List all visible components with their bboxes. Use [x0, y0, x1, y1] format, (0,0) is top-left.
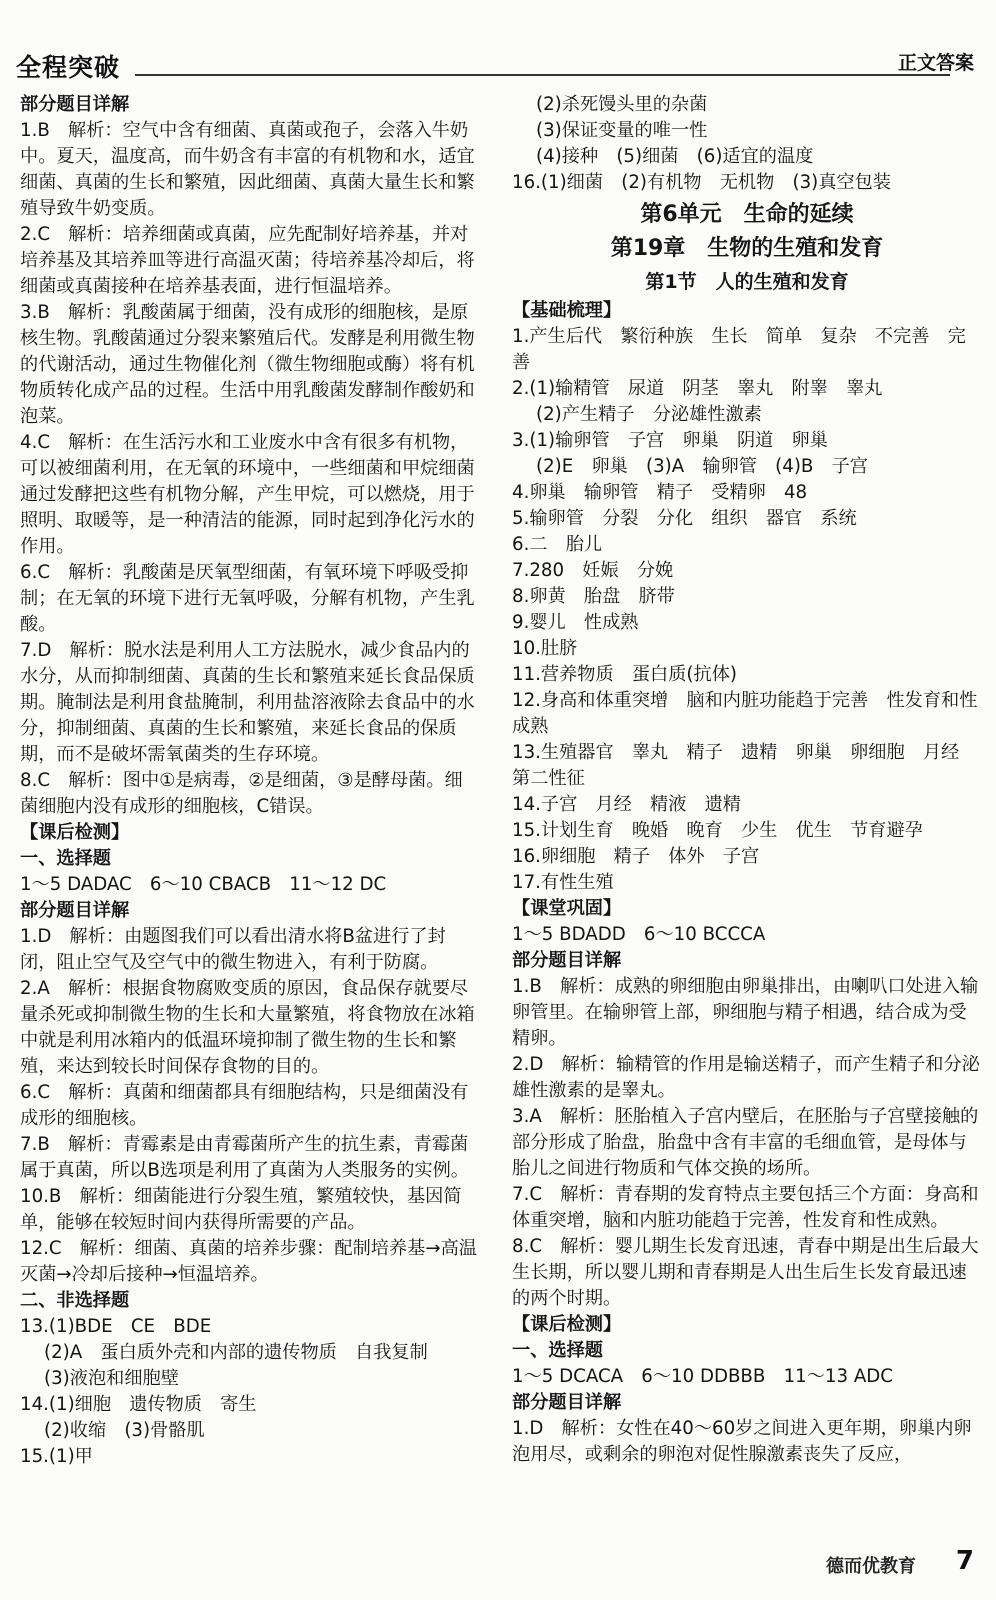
answer-item: 8.C 解析：婴儿期生长发育迅速，青春中期是出生后最大生长期，所以婴儿期和青春期是人出生后生长发育最迅速的两个时期。	[512, 1236, 979, 1309]
answer-item: 14.子宫 月经 精液 遗精	[512, 794, 741, 815]
answer-item: 16.卵细胞 精子 体外 子宫	[512, 846, 760, 867]
answer-item: 12.C 解析：细菌、真菌的培养步骤：配制培养基→高温灭菌→冷却后接种→恒温培养。	[20, 1238, 477, 1285]
answer-item: 10.肚脐	[512, 638, 578, 659]
answer-item: 10.B 解析：细菌能进行分裂生殖，繁殖较快，基因简单，能够在较短时间内获得所需要的产品。	[20, 1186, 462, 1233]
answer-subitem: (2)收缩 (3)骨骼肌	[44, 1420, 205, 1441]
answer-item: 1.B 解析：空气中含有细菌、真菌或孢子，会落入牛奶中。夏天，温度高，而牛奶含有丰富的有机物和水，适宜细菌、真菌的生长和繁殖，因此细菌、真菌大量生长和繁殖导致牛奶变质。	[20, 120, 475, 219]
left-column	[20, 92, 480, 1470]
answer-item: 17.有性生殖	[512, 872, 614, 893]
answer-item: 13.生殖器官 睾丸 精子 遗精 卵巢 卵细胞 月经 第二性征	[512, 742, 978, 789]
answer-item: 3.(1)输卵管 子宫 卵巢 阴道 卵巢	[512, 430, 828, 451]
header-section-title: 正文答案	[897, 52, 974, 74]
answer-item: 2.C 解析：培养细菌或真菌，应先配制好培养基，并对培养基及其培养皿等进行高温灭菌；待培养基冷却后，将细菌或真菌接种在培养基表面，进行恒温培养。	[20, 224, 475, 297]
answer-subitem: (3)保证变量的唯一性	[536, 120, 708, 141]
section-heading: 【课堂巩固】	[512, 898, 622, 919]
answer-item: 2.(1)输精管 尿道 阴茎 睾丸 附睾 睾丸	[512, 378, 883, 399]
answer-item: 13.(1)BDE CE BDE	[20, 1316, 212, 1337]
page-header	[0, 0, 996, 92]
answer-item: 1.D 解析：女性在40～60岁之间进入更年期，卵巢内卵泡用尽，或剩余的卵泡对促性腺激素丧失了反应，	[512, 1418, 972, 1465]
answer-item: 12.身高和体重突增 脑和内脏功能趋于完善 性发育和性成熟	[512, 690, 978, 737]
footer-logo: 德而优教育	[826, 1556, 916, 1577]
answer-subitem: (2)杀死馒头里的杂菌	[536, 94, 708, 115]
section-heading: 部分题目详解	[20, 94, 130, 115]
answer-item: 7.C 解析：青春期的发育特点主要包括三个方面：身高和体重突增，脑和内脏功能趋于完善，性发育和性成熟。	[512, 1184, 979, 1231]
section-heading: 一、选择题	[512, 1340, 603, 1361]
page-number: 7	[955, 1546, 974, 1576]
answer-item: 4.C 解析：在生活污水和工业废水中含有很多有机物，可以被细菌利用，在无氧的环境中，一些细菌和甲烷细菌通过发酵把这些有机物分解，产生甲烷，可以燃烧，用于照明、取暖等，是一种清洁的能源，同时起到净化污水的作用。	[20, 432, 475, 557]
unit-title: 第6单元 生命的延续	[640, 202, 854, 227]
section-heading: 【基础梳理】	[512, 300, 622, 321]
answer-item: 1.D 解析：由题图我们可以看出清水将B盆进行了封闭，阻止空气及空气中的微生物进入，有利于防腐。	[20, 926, 446, 973]
section-heading: 【课后检测】	[512, 1314, 622, 1335]
answer-item: 1～5 DADAC 6～10 CBACB 11～12 DC	[20, 874, 387, 895]
answer-item: 5.输卵管 分裂 分化 组织 器官 系统	[512, 508, 857, 529]
answer-subitem: (2)A 蛋白质外壳和内部的遗传物质 自我复制	[44, 1342, 428, 1363]
answer-item: 7.280 妊娠 分娩	[512, 560, 674, 581]
answer-subitem: (2)E 卵巢 (3)A 输卵管 (4)B 子宫	[536, 456, 868, 477]
answer-item: 11.营养物质 蛋白质(抗体)	[512, 664, 737, 685]
section-heading: 部分题目详解	[512, 950, 622, 971]
section-heading: 部分题目详解	[20, 900, 130, 921]
header-rule	[135, 74, 950, 76]
answer-item: 1.B 解析：成熟的卵细胞由卵巢排出，由喇叭口处进入输卵管里。在输卵管上部，卵细胞与精子相遇，结合成为受精卵。	[512, 976, 979, 1049]
answer-item: 2.A 解析：根据食物腐败变质的原因，食品保存就要尽量杀死或抑制微生物的生长和大量繁殖，将食物放在冰箱中就是利用冰箱内的低温环境抑制了微生物的生长和繁殖，来达到较长时间保存食物的目的。	[20, 978, 475, 1077]
chapter-title: 第19章 生物的生殖和发育	[610, 236, 884, 261]
section-heading: 【课后检测】	[20, 822, 130, 843]
answer-item: 15.(1)甲	[20, 1446, 93, 1467]
answer-item: 7.B 解析：青霉素是由青霉菌所产生的抗生素，青霉菌属于真菌，所以B选项是利用了真菌为人类服务的实例。	[20, 1134, 469, 1181]
answer-item: 6.C 解析：真菌和细菌都具有细胞结构，只是细菌没有成形的细胞核。	[20, 1082, 469, 1129]
answer-item: 6.C 解析：乳酸菌是厌氧型细菌，有氧环境下呼吸受抑制；在无氧的环境下进行无氧呼吸，分解有机物，产生乳酸。	[20, 562, 475, 635]
answer-item: 1～5 BDADD 6～10 BCCCA	[512, 924, 766, 945]
answer-item: 3.A 解析：胚胎植入子宫内壁后，在胚胎与子宫壁接触的部分形成了胎盘，胎盘中含有丰富的毛细血管，是母体与胎儿之间进行物质和气体交换的场所。	[512, 1106, 979, 1179]
answer-item: 14.(1)细胞 遗传物质 寄生	[20, 1394, 257, 1415]
answer-item: 7.D 解析：脱水法是利用人工方法脱水，减少食品内的水分，从而抑制细菌、真菌的生长和繁殖来延长食品保质期。腌制法是利用食盐腌制，利用盐溶液除去食品中的水分，抑制细菌、真菌的生长和繁殖，来延长食品的保质期，而不是破坏需氧菌类的生存环境。	[20, 640, 475, 765]
answer-item: 8.C 解析：图中①是病毒，②是细菌，③是酵母菌。细菌细胞内没有成形的细胞核，C错误。	[20, 770, 463, 817]
answer-item: 15.计划生育 晚婚 晚育 少生 优生 节育避孕	[512, 820, 923, 841]
answer-item: 4.卵巢 输卵管 精子 受精卵 48	[512, 482, 808, 503]
answer-item: 6.二 胎儿	[512, 534, 603, 555]
brand-title: 全程突破	[16, 53, 121, 82]
answer-item: 9.婴儿 性成熟	[512, 612, 639, 633]
lesson-title: 第1节 人的生殖和发育	[645, 271, 849, 293]
answer-subitem: (4)接种 (5)细菌 (6)适宜的温度	[536, 146, 814, 167]
section-heading: 二、非选择题	[20, 1290, 130, 1311]
answer-item: 3.B 解析：乳酸菌属于细菌，没有成形的细胞核，是原核生物。乳酸菌通过分裂来繁殖后代。发酵是利用微生物的代谢活动，通过生物催化剂（微生物细胞或酶）将有机物质转化成产品的过程。生活中用乳酸菌发酵制作酸奶和泡菜。	[20, 302, 475, 427]
section-heading: 部分题目详解	[512, 1392, 622, 1413]
section-heading: 一、选择题	[20, 848, 111, 869]
answer-item: 2.D 解析：输精管的作用是输送精子，而产生精子和分泌雄性激素的是睾丸。	[512, 1054, 980, 1101]
answer-item: 1.产生后代 繁衍种族 生长 简单 复杂 不完善 完善	[512, 326, 966, 373]
answer-item: 8.卵黄 胎盘 脐带	[512, 586, 675, 607]
answer-subitem: (2)产生精子 分泌雄性激素	[536, 404, 762, 425]
right-column	[512, 92, 982, 1468]
answer-subitem: (3)液泡和细胞壁	[44, 1368, 179, 1389]
answer-item: 16.(1)细菌 (2)有机物 无机物 (3)真空包装	[512, 172, 892, 193]
answer-item: 1～5 DCACA 6～10 DDBBB 11～13 ADC	[512, 1366, 893, 1387]
